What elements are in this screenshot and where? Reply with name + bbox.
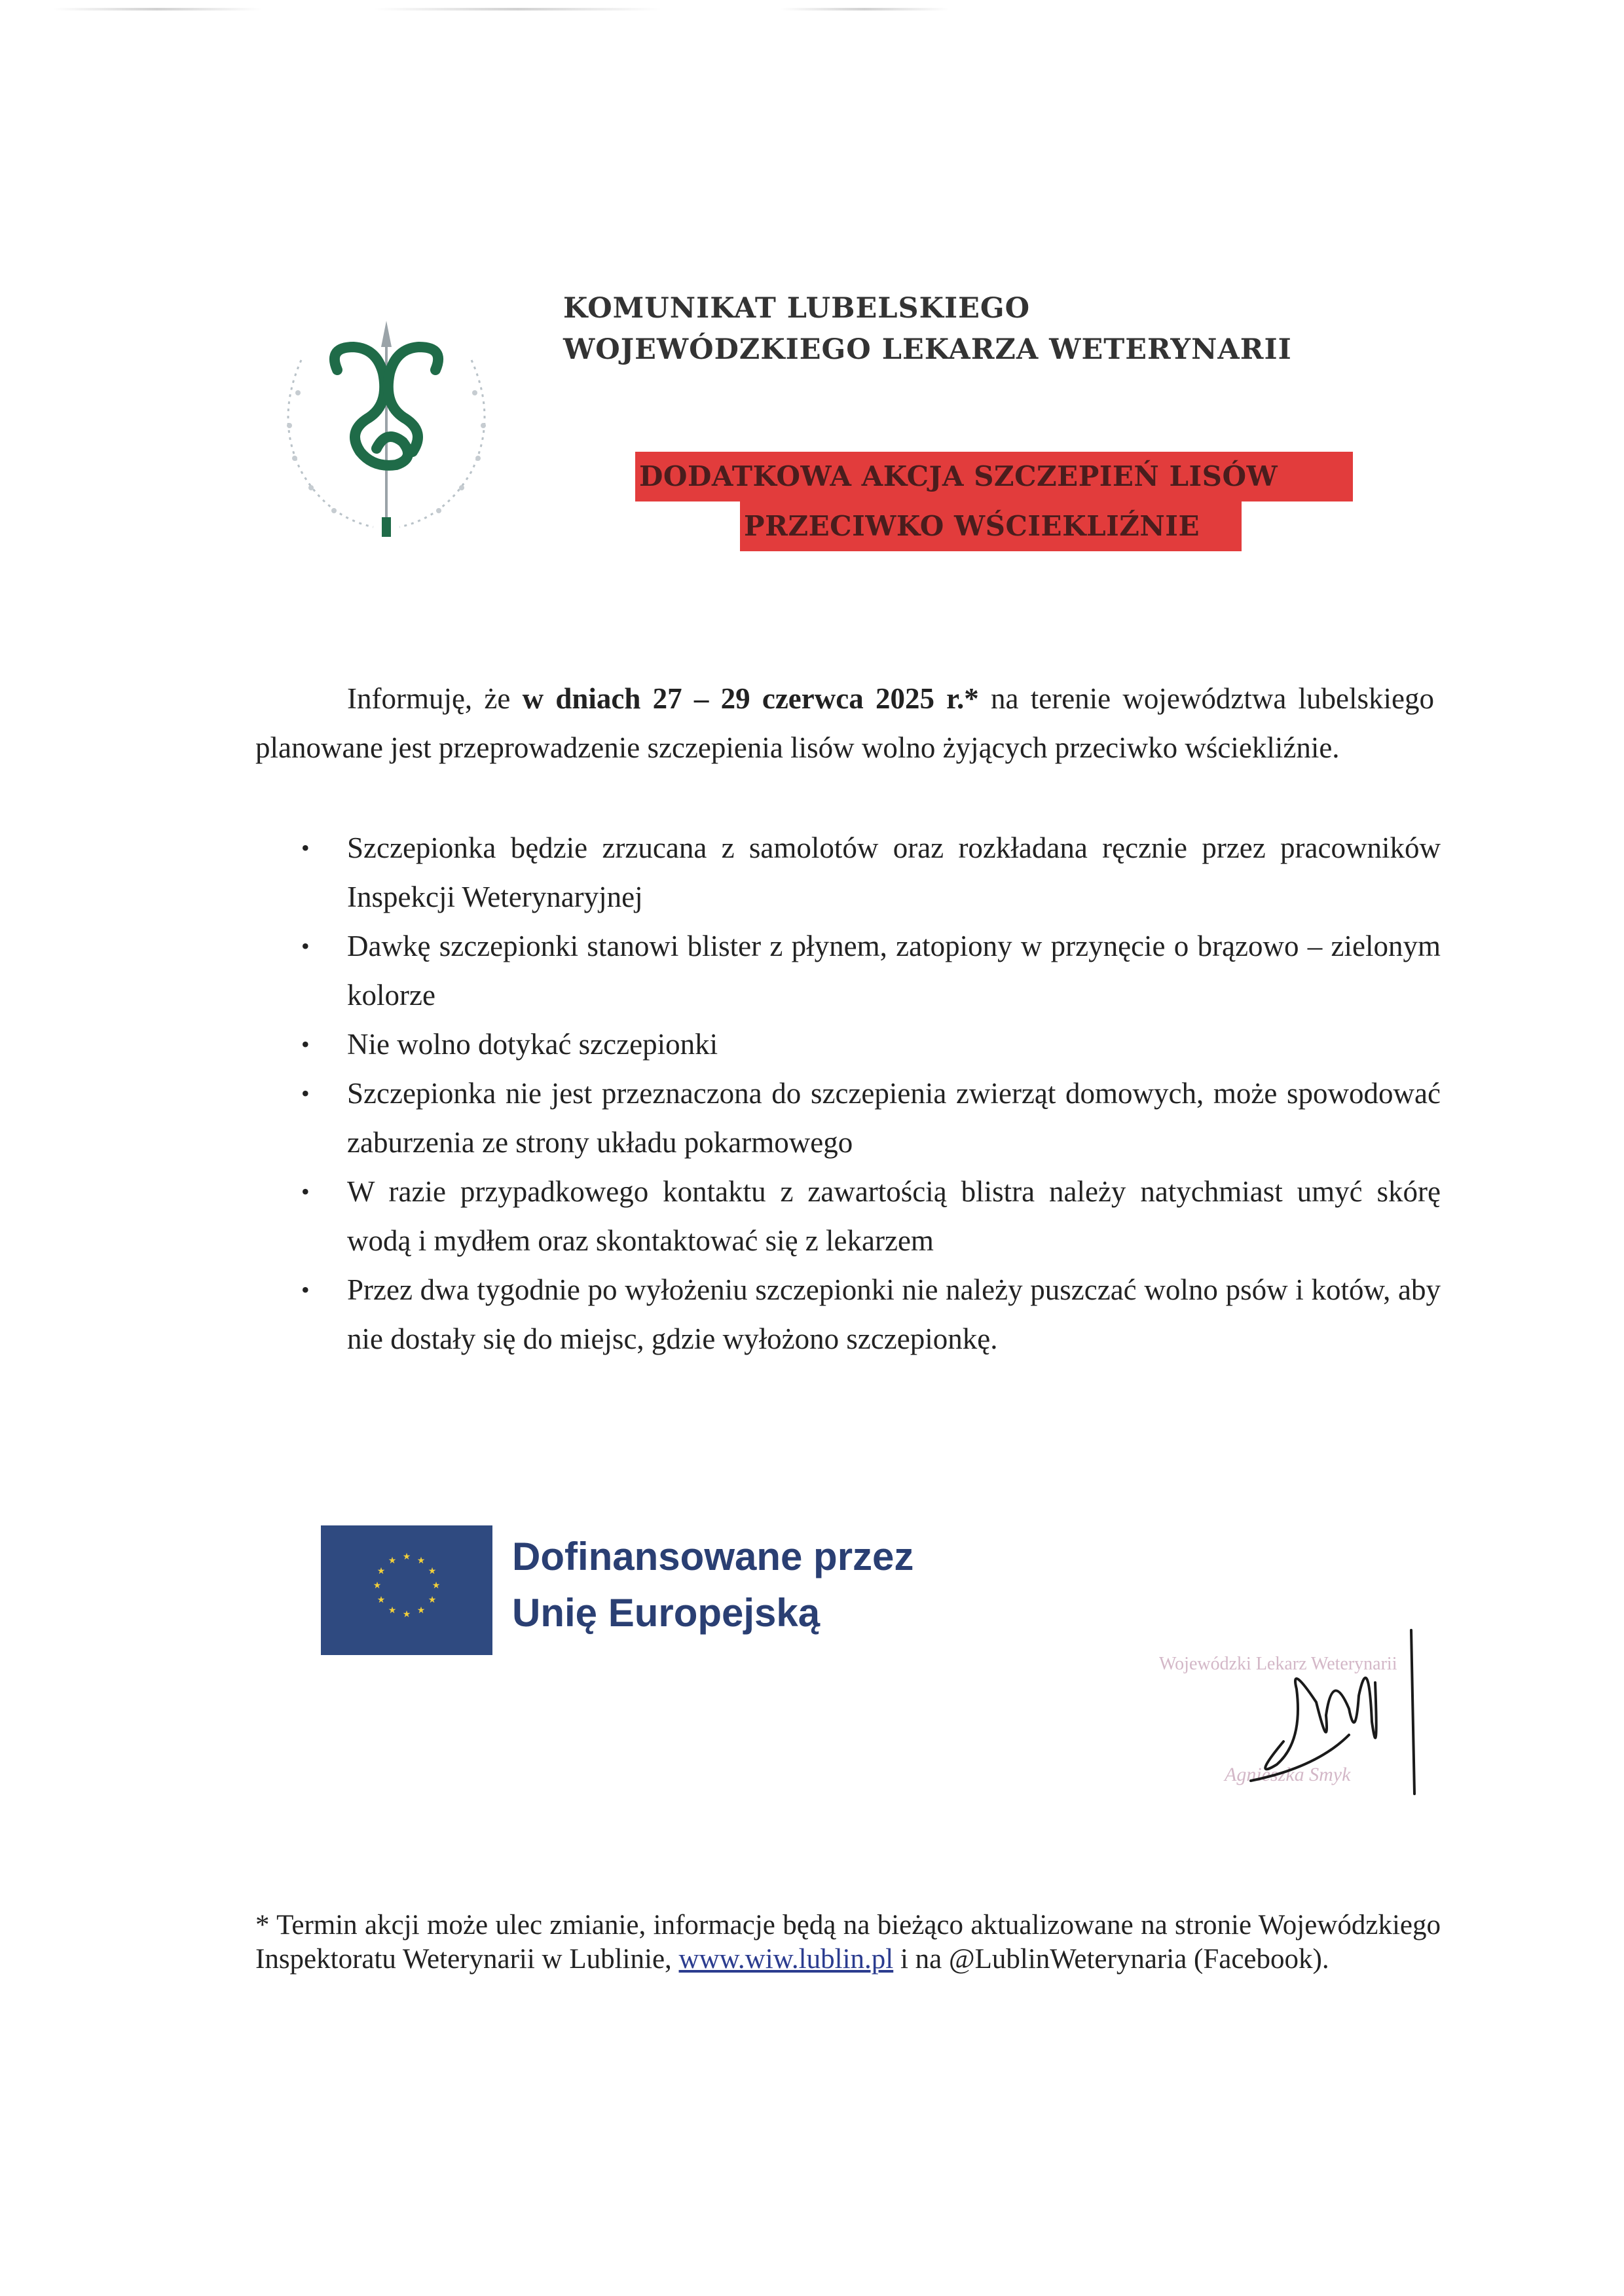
list-item-text: W razie przypadkowego kontaktu z zawartością blistra należy natychmiast umyć skórę wodą i mydłem oraz skontaktować się z lekarzem xyxy=(347,1175,1441,1257)
intro-rest: na terenie województwa lubelskiego planowane jest przeprowadzenie szczepienia lisów wolno żyjących przeciwko wściekliźnie. xyxy=(255,682,1434,764)
svg-text:★: ★ xyxy=(388,1556,397,1566)
list-item-text: Nie wolno dotykać szczepionki xyxy=(347,1028,718,1061)
title-line-2: WOJEWÓDZKIEGO LEKARZA WETERYNARII xyxy=(563,333,1292,366)
website-link[interactable]: www.wiw.lublin.pl xyxy=(678,1944,894,1975)
list-item xyxy=(255,824,1441,922)
svg-text:★: ★ xyxy=(377,1566,386,1576)
eu-flag-icon xyxy=(321,1525,492,1655)
intro-date: w dniach 27 – 29 czerwca 2025 r.* xyxy=(522,682,979,715)
list-item xyxy=(255,922,1441,1020)
list-item xyxy=(255,1167,1441,1266)
eu-line-2: Unię Europejską xyxy=(512,1591,821,1635)
svg-text:★: ★ xyxy=(432,1580,441,1591)
svg-text:★: ★ xyxy=(416,1605,426,1616)
bullet-icon: • xyxy=(301,835,310,861)
title-line-1: KOMUNIKAT LUBELSKIEGO xyxy=(563,292,1031,325)
list-item xyxy=(255,1069,1441,1167)
bullet-icon: • xyxy=(301,1031,310,1057)
bullet-icon: • xyxy=(301,933,310,959)
svg-text:★: ★ xyxy=(388,1605,397,1616)
veterinary-logo-icon xyxy=(262,308,511,543)
svg-text:★: ★ xyxy=(373,1580,382,1591)
scan-artifact xyxy=(779,8,950,10)
announcement-banner-line-1: DODATKOWA AKCJA SZCZEPIEŃ LISÓW xyxy=(635,452,1353,501)
list-item-text: Przez dwa tygodnie po wyłożeniu szczepionki nie należy puszczać wolno psów i kotów, aby nie dostały się do miejsc, gdzie wyłożono szczepionkę. xyxy=(347,1273,1441,1355)
list-item-text: Szczepionka nie jest przeznaczona do szczepienia zwierząt domowych, może spowodować zaburzenia ze strony układu pokarmowego xyxy=(347,1077,1441,1159)
scan-artifact xyxy=(52,8,262,10)
list-item-text: Szczepionka będzie zrzucana z samolotów oraz rozkładana ręcznie przez pracowników Inspekcji Weterynaryjnej xyxy=(347,831,1441,913)
announcement-banner-line-2: PRZECIWKO WŚCIEKLIŹNIE xyxy=(740,501,1242,551)
svg-text:★: ★ xyxy=(402,1609,411,1620)
footnote xyxy=(255,1908,1441,1977)
svg-text:★: ★ xyxy=(428,1595,437,1605)
scan-artifact xyxy=(373,8,661,10)
bullet-icon: • xyxy=(301,1080,310,1106)
list-item xyxy=(255,1266,1441,1364)
stamp-line-2: Agnieszka Smyk xyxy=(1225,1764,1351,1785)
bullet-icon: • xyxy=(301,1277,310,1303)
stamp-and-signature xyxy=(1153,1624,1493,1800)
eu-line-1: Dofinansowane przez xyxy=(512,1535,914,1578)
list-item xyxy=(255,1020,1441,1069)
stamp-line-1: Wojewódzki Lekarz Weterynarii xyxy=(1159,1654,1397,1674)
list-item-text: Dawkę szczepionki stanowi blister z płynem, zatopiony w przynęcie o brązowo – zielonym kolorze xyxy=(347,930,1441,1011)
intro-prefix: Informuję, że xyxy=(347,682,523,715)
svg-text:★: ★ xyxy=(402,1552,411,1562)
footnote-text: * Termin akcji może ulec zmianie, informacje będą na bieżąco aktualizowane na stronie Wojewódzkiego Inspektoratu Weterynarii w Lublinie, xyxy=(255,1910,1441,1975)
eu-funding-label xyxy=(512,1529,913,1641)
svg-text:★: ★ xyxy=(416,1556,426,1566)
svg-text:★: ★ xyxy=(428,1566,437,1576)
svg-text:★: ★ xyxy=(377,1595,386,1605)
intro-paragraph xyxy=(255,674,1434,773)
footnote-tail: i na @LublinWeterynaria (Facebook). xyxy=(893,1944,1329,1975)
page-title xyxy=(563,288,1480,371)
bullet-icon: • xyxy=(301,1178,310,1205)
info-bullet-list xyxy=(255,824,1441,1364)
